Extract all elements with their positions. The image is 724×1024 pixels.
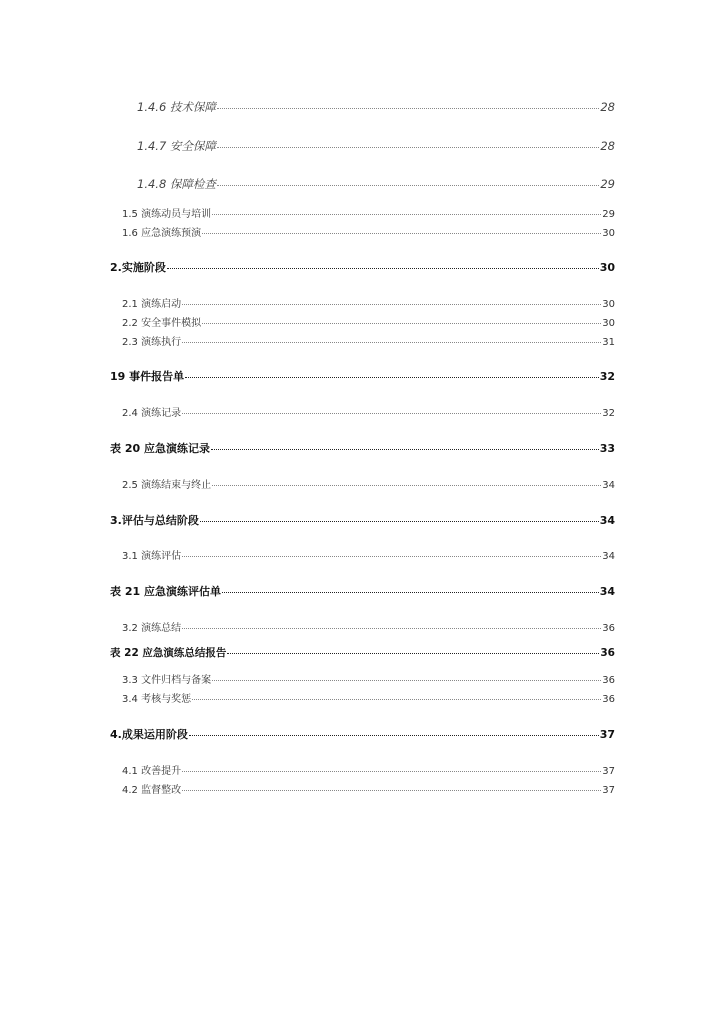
toc-dot-leader bbox=[167, 268, 599, 269]
toc-entry-label: 表 20 应急演练记录 bbox=[110, 442, 210, 455]
toc-page-number: 36 bbox=[602, 694, 615, 705]
toc-page-number: 30 bbox=[602, 299, 615, 310]
toc-entry-1-4-8[interactable] bbox=[137, 176, 615, 192]
toc-entry-3-2[interactable] bbox=[122, 619, 615, 634]
toc-entry-19-event-report[interactable] bbox=[110, 368, 615, 384]
toc-page-number: 34 bbox=[602, 480, 615, 491]
toc-dot-leader bbox=[182, 342, 601, 343]
toc-dot-leader bbox=[227, 653, 599, 654]
toc-dot-leader bbox=[182, 790, 601, 791]
toc-page-number: 28 bbox=[600, 139, 615, 153]
toc-page-number: 34 bbox=[599, 514, 615, 527]
toc-page-number: 37 bbox=[602, 785, 615, 796]
toc-entry-label: 3.2 演练总结 bbox=[122, 623, 182, 634]
toc-entry-table-21[interactable] bbox=[110, 583, 615, 599]
toc-page-number: 34 bbox=[602, 551, 615, 562]
toc-entry-label: 1.5 演练动员与培训 bbox=[122, 209, 212, 220]
toc-entry-label: 2.2 安全事件模拟 bbox=[122, 318, 202, 329]
toc-entry-label: 1.6 应急演练预演 bbox=[122, 228, 202, 239]
toc-dot-leader bbox=[185, 377, 599, 378]
toc-dot-leader bbox=[200, 521, 599, 522]
toc-entry-section-3[interactable] bbox=[110, 512, 615, 528]
toc-entry-label: 1.4.6 技术保障 bbox=[137, 100, 216, 114]
toc-dot-leader bbox=[192, 699, 601, 700]
toc-entry-1-4-6[interactable] bbox=[137, 99, 615, 115]
toc-dot-leader bbox=[212, 680, 601, 681]
toc-entry-label: 19 事件报告单 bbox=[110, 370, 185, 383]
toc-page-number: 28 bbox=[600, 100, 615, 114]
toc-entry-label: 1.4.8 保障检查 bbox=[137, 177, 216, 191]
toc-dot-leader bbox=[222, 592, 599, 593]
toc-entry-1-4-7[interactable] bbox=[137, 138, 615, 154]
toc-page-number: 33 bbox=[599, 442, 615, 455]
toc-dot-leader bbox=[189, 735, 599, 736]
toc-dot-leader bbox=[182, 771, 601, 772]
toc-entry-table-20[interactable] bbox=[110, 440, 615, 456]
toc-entry-1-6[interactable] bbox=[122, 224, 615, 239]
toc-page-number: 36 bbox=[602, 675, 615, 686]
toc-page-number: 30 bbox=[602, 318, 615, 329]
toc-dot-leader bbox=[182, 556, 601, 557]
toc-dot-leader bbox=[217, 108, 599, 109]
toc-entry-label: 4.1 改善提升 bbox=[122, 766, 182, 777]
toc-page-number: 34 bbox=[599, 585, 615, 598]
toc-dot-leader bbox=[182, 413, 601, 414]
toc-page-number: 30 bbox=[599, 261, 615, 274]
toc-page-number: 37 bbox=[602, 766, 615, 777]
toc-page-number: 36 bbox=[600, 647, 615, 659]
toc-entry-label: 2.3 演练执行 bbox=[122, 337, 182, 348]
toc-entry-table-22[interactable] bbox=[110, 645, 615, 660]
toc-page-number: 29 bbox=[600, 177, 615, 191]
toc-entry-section-2[interactable] bbox=[110, 259, 615, 275]
toc-entry-3-3[interactable] bbox=[122, 671, 615, 686]
toc-entry-4-2[interactable] bbox=[122, 781, 615, 796]
toc-entry-label: 2.4 演练记录 bbox=[122, 408, 182, 419]
toc-page-number: 37 bbox=[599, 728, 615, 741]
toc-entry-label: 2.实施阶段 bbox=[110, 261, 166, 274]
toc-entry-1-5[interactable] bbox=[122, 205, 615, 220]
toc-page-number: 32 bbox=[602, 408, 615, 419]
toc-entry-2-3[interactable] bbox=[122, 333, 615, 348]
toc-dot-leader bbox=[202, 323, 601, 324]
toc-entry-label: 表 22 应急演练总结报告 bbox=[110, 647, 227, 659]
toc-entry-label: 表 21 应急演练评估单 bbox=[110, 585, 221, 598]
toc-entry-label: 4.成果运用阶段 bbox=[110, 728, 188, 741]
toc-entry-label: 2.1 演练启动 bbox=[122, 299, 182, 310]
toc-dot-leader bbox=[182, 628, 601, 629]
toc-dot-leader bbox=[202, 233, 601, 234]
toc-dot-leader bbox=[212, 485, 601, 486]
toc-entry-2-5[interactable] bbox=[122, 476, 615, 491]
toc-page-number: 32 bbox=[599, 370, 615, 383]
toc-entry-label: 4.2 监督整改 bbox=[122, 785, 182, 796]
toc-entry-label: 3.4 考核与奖惩 bbox=[122, 694, 192, 705]
toc-dot-leader bbox=[211, 449, 599, 450]
toc-entry-section-4[interactable] bbox=[110, 726, 615, 742]
toc-dot-leader bbox=[212, 214, 601, 215]
toc-entry-label: 3.1 演练评估 bbox=[122, 551, 182, 562]
toc-entry-2-4[interactable] bbox=[122, 404, 615, 419]
toc-page-number: 36 bbox=[602, 623, 615, 634]
toc-entry-3-4[interactable] bbox=[122, 690, 615, 705]
toc-dot-leader bbox=[217, 185, 599, 186]
toc-entry-3-1[interactable] bbox=[122, 547, 615, 562]
toc-entry-label: 3.评估与总结阶段 bbox=[110, 514, 199, 527]
toc-dot-leader bbox=[217, 147, 599, 148]
toc-page-number: 31 bbox=[602, 337, 615, 348]
toc-entry-2-2[interactable] bbox=[122, 314, 615, 329]
toc-dot-leader bbox=[182, 304, 601, 305]
toc-entry-4-1[interactable] bbox=[122, 762, 615, 777]
toc-entry-label: 3.3 文件归档与备案 bbox=[122, 675, 212, 686]
toc-entry-label: 1.4.7 安全保障 bbox=[137, 139, 216, 153]
toc-entry-2-1[interactable] bbox=[122, 295, 615, 310]
toc-page-number: 29 bbox=[602, 209, 615, 220]
toc-page-number: 30 bbox=[602, 228, 615, 239]
toc-entry-label: 2.5 演练结束与终止 bbox=[122, 480, 212, 491]
